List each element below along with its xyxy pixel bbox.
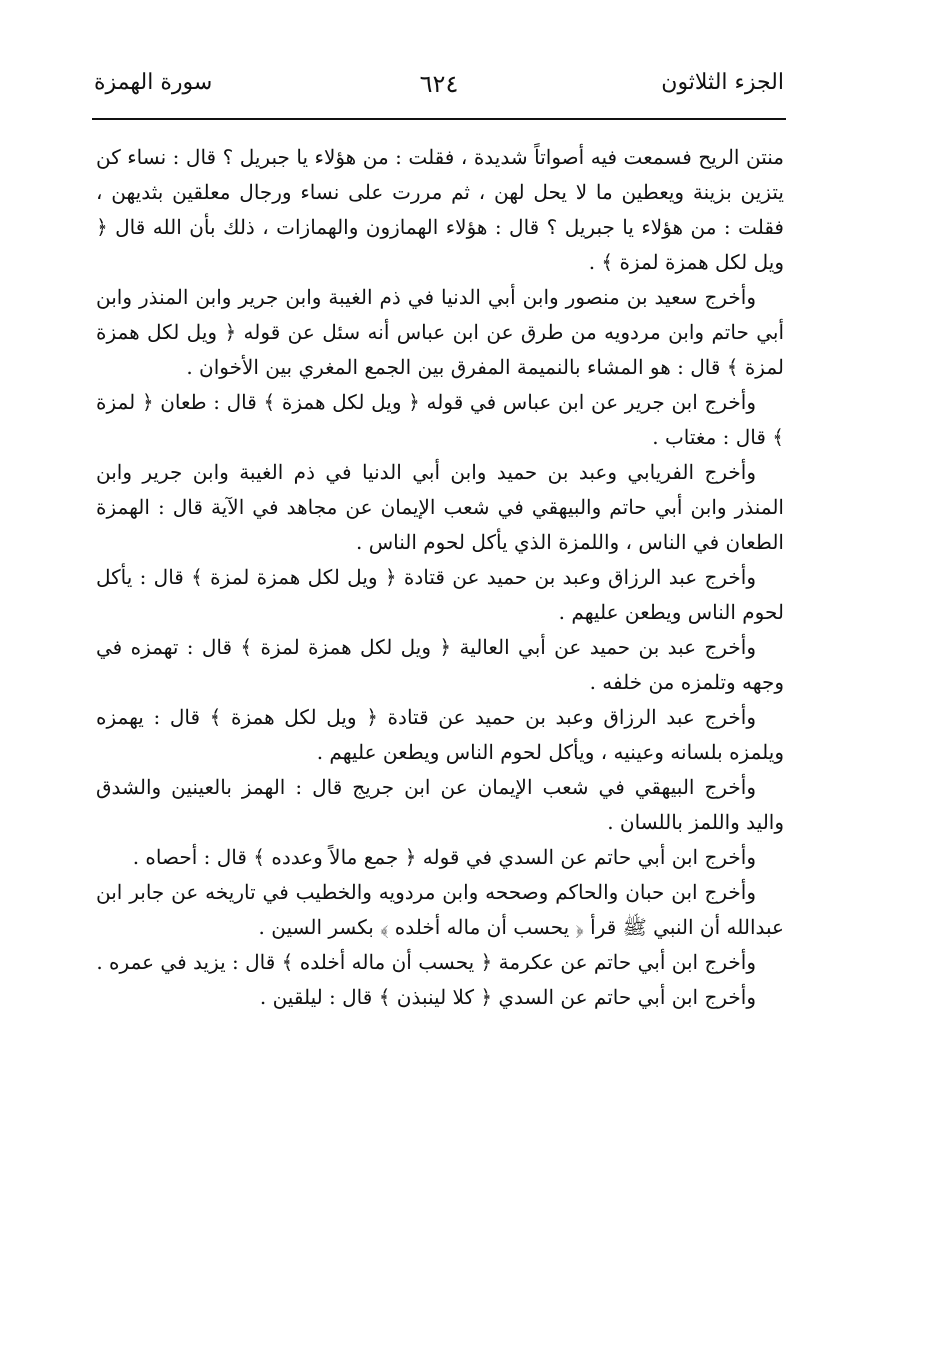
paragraph: وأخرج ابن حبان والحاكم وصححه وابن مردويه والخطيب في تاريخه عن جابر ابن عبدالله أن النبي ﷺ قرأ ﴿ يحسب أن ماله أخلده ﴾ بكسر السين . (96, 880, 784, 939)
paragraph: وأخرج ابن أبي حاتم عن السدي في قوله ﴿ جمع مالاً وعدده ﴾ قال : أحصاه . (132, 845, 756, 869)
part-title: الجزء الثلاثون (661, 70, 784, 95)
paragraph: وأخرج الفريابي وعبد بن حميد وابن أبي الدنيا في ذم الغيبة وابن جرير وابن المنذر وابن أبي حاتم والبيهقي في شعب الإيمان عن مجاهد في الآية قال : الهمزة الطعان في الناس ، واللمزة الذي يأكل لحوم الناس . (96, 460, 784, 554)
header-divider (92, 118, 786, 120)
paragraph: وأخرج عبد الرزاق وعبد بن حميد عن قتادة ﴿ ويل لكل همزة ﴾ قال : يهمزه ويلمزه بلسانه وعينيه ، ويأكل لحوم الناس ويطعن عليهم . (96, 705, 784, 764)
paragraph: وأخرج البيهقي في شعب الإيمان عن ابن جريج قال : الهمز بالعينين والشدق واليد واللمز باللسان . (96, 775, 784, 834)
paragraph: وأخرج ابن أبي حاتم عن عكرمة ﴿ يحسب أن ماله أخلده ﴾ قال : يزيد في عمره . (96, 950, 756, 974)
paragraph: وأخرج عبد الرزاق وعبد بن حميد عن قتادة ﴿ ويل لكل همزة لمزة ﴾ قال : يأكل لحوم الناس ويطعن عليهم . (96, 565, 784, 624)
page-number: ٦٢٤ (419, 70, 459, 98)
paragraph: وأخرج سعيد بن منصور وابن أبي الدنيا في ذم الغيبة وابن جرير وابن المنذر وابن أبي حاتم وابن مردويه من طرق عن ابن عباس أنه سئل عن قوله ﴿ ويل لكل همزة لمزة ﴾ قال : هو المشاء بالنميمة المفرق بين الجمع المغري بين الأخوان . (96, 285, 784, 379)
page-body (96, 140, 784, 1015)
paragraph: وأخرج ابن جرير عن ابن عباس في قوله ﴿ ويل لكل همزة ﴾ قال : طعان ﴿ لمزة ﴾ قال : مغتاب . (96, 390, 784, 449)
paragraph: وأخرج ابن أبي حاتم عن السدي ﴿ كلا لينبذن ﴾ قال : ليلقين . (259, 985, 756, 1009)
running-header (94, 66, 784, 110)
surah-title: سورة الهمزة (94, 70, 213, 95)
paragraph: وأخرج عبد بن حميد عن أبي العالية ﴿ ويل لكل همزة لمزة ﴾ قال : تهمزه في وجهه وتلمزه من خلفه . (96, 635, 784, 694)
paragraph: منتن الريح فسمعت فيه أصواتاً شديدة ، فقلت : من هؤلاء يا جبريل ؟ قال : نساء كن يتزين بزينة ويعطين ما لا يحل لهن ، ثم مررت على نساء ورجال معلقين بثديهن ، فقلت : من هؤلاء يا جبريل ؟ قال : هؤلاء الهمازون والهمازات ، ذلك بأن الله قال ﴿ ويل لكل همزة لمزة ﴾ . (96, 145, 784, 274)
